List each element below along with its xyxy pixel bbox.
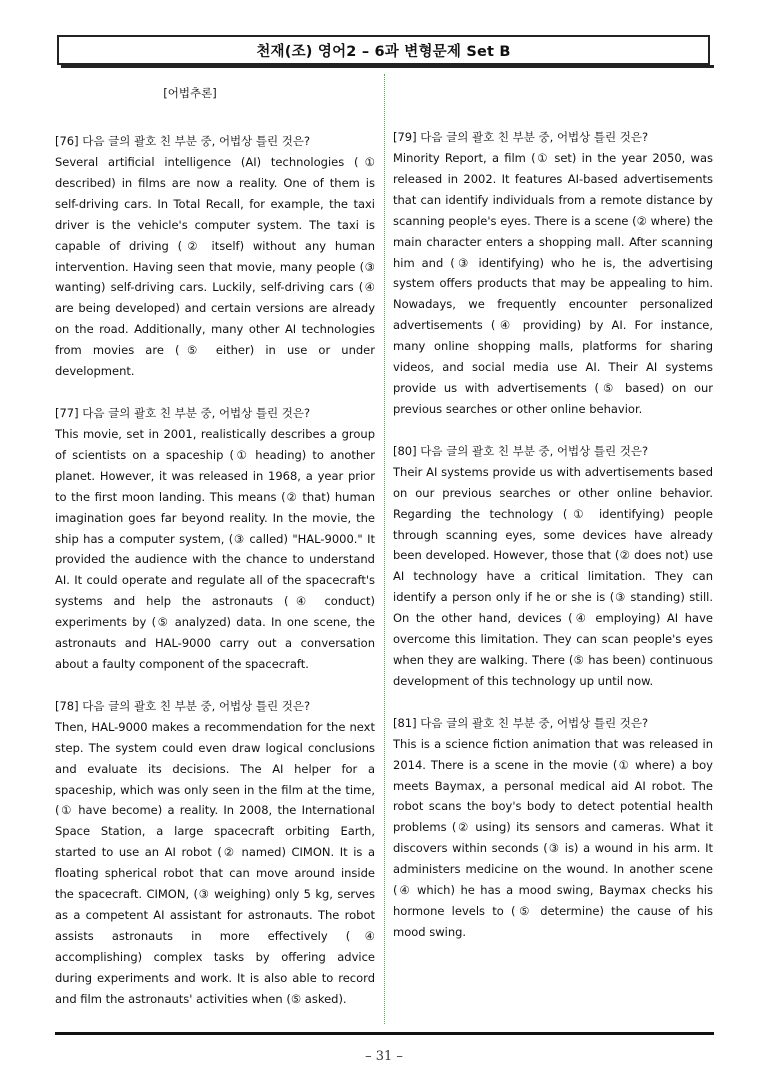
header-title: 천재(조) 영어2 – 6과 변형문제 Set B [256,43,511,60]
page-header [57,35,710,65]
right-column [393,127,713,964]
question-passage: Several artificial intelligence (AI) technologies (① described) in films are now a reality. One of them is self-driving cars. In Total Recall, for example, the taxi driver is the vehicle's computer system. The taxi is capable of driving (② itself) without any human intervention. Having seen that movie, many people (③ wanting) self-driving cars. Luckily, self-driving cars (④ are being developed) and certain versions are already on the road. Additionally, many other AI technologies from movies are (⑤ either) in use or under development. [55,155,375,379]
question-81 [393,713,713,943]
question-76 [55,131,375,382]
left-column [55,85,375,1031]
question-title: [78] 다음 글의 괄호 친 부분 중, 어법상 틀린 것은? [55,698,311,713]
footer-rule [55,1032,714,1035]
question-passage: Minority Report, a film (① set) in the year 2050, was released in 2002. It features AI-based advertisements that can identify individuals from a remote distance by scanning people's eyes. There is a scene (② where) the main character enters a shopping mall. After scanning him and (③ identifying) who he is, the advertising system offers products that may be appealing to him. Nowadays, we frequently encounter personalized advertisements (④ providing) by AI. For instance, many online shopping malls, platforms for sharing videos, and social media use AI. Their AI systems provide us with advertisements (⑤ based) on our previous searches or other online behavior. [393,151,713,416]
question-passage: Their AI systems provide us with advertisements based on our previous searches or other online behavior. Regarding the technology (① identifying) people through scanning eyes, some devices have already been developed. However, those that (② does not) use AI technology have a critical limitation. They can identify a person only if he or she is (③ standing) still. On the other hand, devices (④ employing) AI have overcome this limitation. They can scan people's eyes when they are walking. There (⑤ has been) continuous development of this technology up until now. [393,464,713,688]
question-77 [55,403,375,675]
page-number: – 31 – [365,1049,403,1064]
section-tag: [어법추론] [163,86,217,100]
question-title: [80] 다음 글의 괄호 친 부분 중, 어법상 틀린 것은? [393,443,649,458]
question-79 [393,127,713,420]
question-title: [81] 다음 글의 괄호 친 부분 중, 어법상 틀린 것은? [393,715,649,730]
question-title: [77] 다음 글의 괄호 친 부분 중, 어법상 틀린 것은? [55,405,311,420]
question-80 [393,441,713,692]
header-shadow-rule [61,65,714,68]
question-title: [76] 다음 글의 괄호 친 부분 중, 어법상 틀린 것은? [55,134,311,148]
question-passage: This movie, set in 2001, realistically describes a group of scientists on a spaceship (① heading) to another planet. However, it was released in 1968, a year prior to the first moon landing. This means (② that) human imagination goes far beyond reality. In the movie, the ship has a computer system, (③ called) "HAL-9000." It provided the audience with the chance to understand AI. It could operate and regulate all of the spacecraft's systems and help the astronauts (④ conduct) experiments by (⑤ analyzed) data. In one scene, the astronauts and HAL-9000 carry out a conversation about a faulty component of the spacecraft. [55,426,375,671]
question-title: [79] 다음 글의 괄호 친 부분 중, 어법상 틀린 것은? [393,130,649,144]
question-passage: Then, HAL-9000 makes a recommendation for the next step. The system could even draw logical conclusions and evaluate its decisions. The AI helper for a spaceship, which was only seen in the film at the time, (① have become) a reality. In 2008, the International Space Station, a large spacecraft orbiting Earth, started to use an AI robot (② named) CIMON. It is a floating spherical robot that can move around inside the spacecraft. CIMON, (③ weighing) only 5 kg, serves as a competent AI assistant for astronauts. The robot assists astronauts in more effectively (④ accomplishing) complex tasks by offering advice during experiments and work. It is also able to record and film the astronauts' activities when (⑤ asked). [55,719,375,1006]
column-divider [384,74,385,1024]
question-78 [55,696,375,1010]
question-passage: This is a science fiction animation that was released in 2014. There is a scene in the movie (① where) a boy meets Baymax, a personal medical aid AI robot. The robot scans the boy's body to detect potential health problems (② using) its sensors and cameras. What it discovers within seconds (③ is) a wound in his arm. It administers medicine on the wound. In another scene (④ which) he has a mood swing, Baymax checks his hormone levels to (⑤ determine) the cause of his mood swing. [393,736,713,939]
